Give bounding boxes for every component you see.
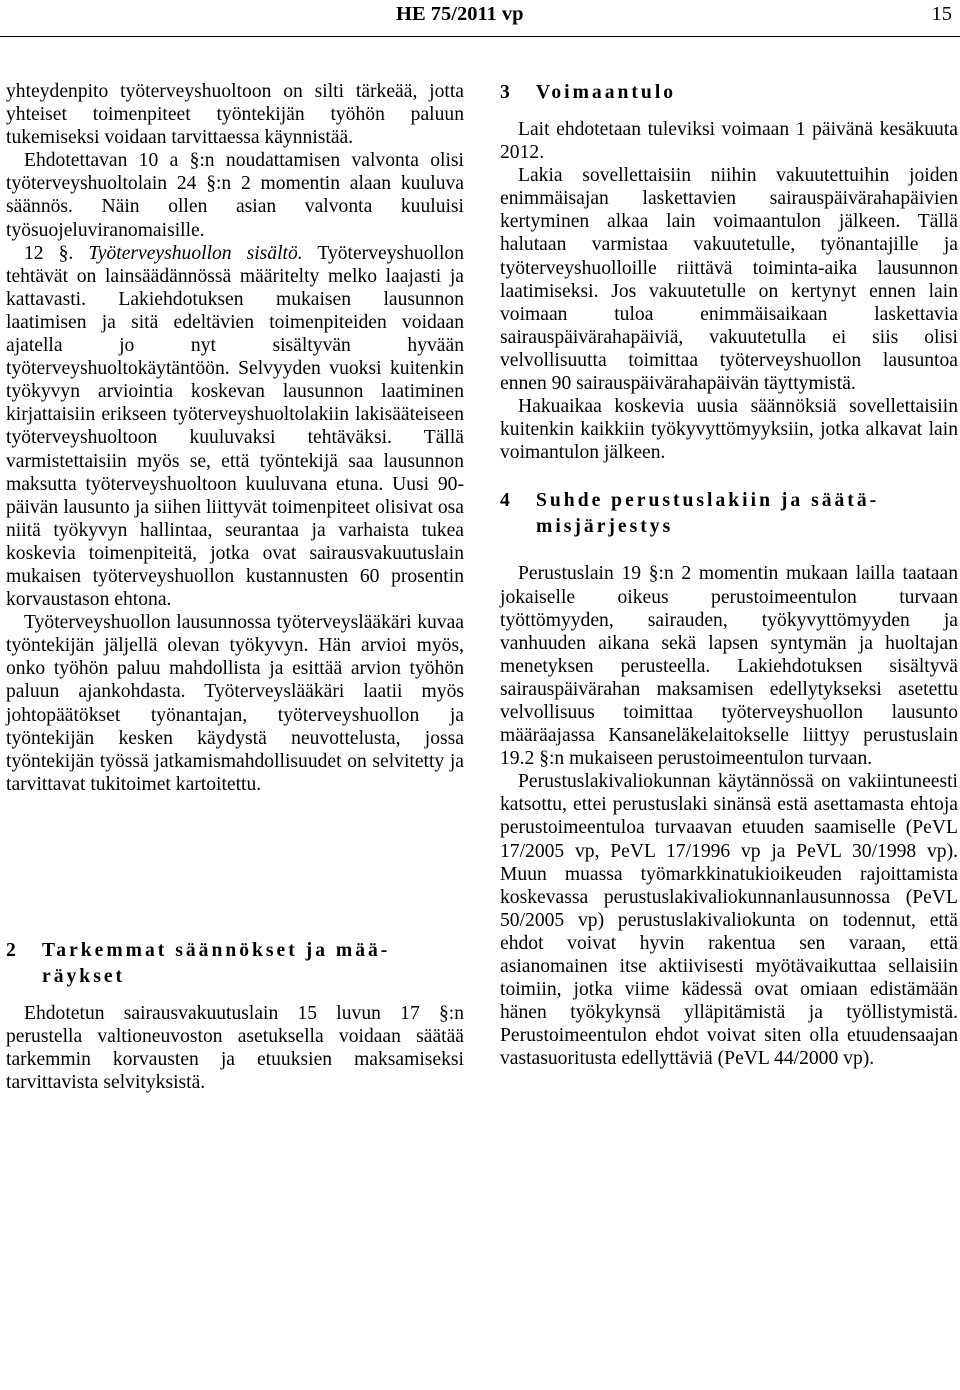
section-text: Työterveyshuollon tehtävät on lainsäädännössä määritelty melko laajasti ja kattavasti. Lakiehdotuksen mukaisen lausunnon laatimisen ja sitä edeltävien toimenpiteiden voidaan ajatella jo nyt sisältyvän hyvään työterveyshuoltokäytäntöön. Selvyyden vuoksi kuitenkin työkyvyn arviointia koskevan lausunnon laatiminen kirjattaisiin erikseen työterveyshuoltolakiin lakisääteiseen työterveyshuoltoon kuuluvaksi tehtäväksi. Tällä varmistettaisiin myös se, että työntekijä saa lausunnon maksutta työterveyshuoltoon kuuluvana etuna. Uusi 90-päivän lausunto ja siihen liittyvät toimenpiteet olisivat osa niitä työkyvyn hallintaa, seurantaa ja varhaista tukea koskevia toimenpiteitä, jotka ovat sairausvakuutuslain mukaisen työterveyshuollon kustannusten 60 prosentin korvaustason ehtona. [6, 242, 464, 611]
heading-2-number: 2 [6, 939, 16, 961]
paragraph-lausunto: Työterveyshuollon lausunnossa työterveyslääkäri kuvaa työntekijän jäljellä olevan työkyvyn. Hän arvioi myös, onko työhön paluu mahdollista ja esittää arvion työhön paluun ajankohdasta. Työterveyslääkäri laatii myös johtopäätökset työnantajan, työterveyshuollon ja työntekijän kesken käydystä neuvottelusta, jossa työntekijän työssä jatkamismahdollisuudet on selvitetty ja tarvittavat tukitoimet kartoitettu. [6, 612, 464, 795]
section-number: 12 §. [24, 242, 74, 264]
heading-4-title-line2: misjärjestys [536, 516, 674, 538]
heading-3-title: Voimaantulo [536, 82, 677, 103]
left-column [6, 80, 464, 1094]
heading-4-number: 4 [500, 490, 510, 512]
heading-4-title-line1: Suhde perustuslakiin ja säätä- [536, 490, 880, 512]
document-id: HE 75/2011 vp [396, 3, 524, 25]
right-column [500, 80, 958, 1070]
heading-3-number: 3 [500, 82, 510, 103]
paragraph-perustuslaki-19: Perustuslain 19 §:n 2 momentin mukaan lailla taataan jokaiselle oikeus perustoimeentulon turvaan työttömyyden, sairauden, työkyvyttömyyden ja vanhuuden aikana sekä lapsen syntymän ja huoltajan menetyksen perusteella. Lakiehdotuksen sisältyvä sairauspäivärahan maksamisen edellytykseksi asetettu velvollisuus toimittaa työterveyshuollon lausunto määräajassa Kansaneläkelaitokselle liittyy perustuslain 19.2 §:n mukaiseen perustoimeentulon turvaan. [500, 563, 958, 770]
heading-2 [6, 938, 464, 990]
heading-4 [500, 488, 958, 540]
paragraph-continuation: yhteydenpito työterveyshuoltoon on silti tärkeää, jotta yhteiset toimenpiteet työntekijän työhön paluun tukemiseksi voidaan tarvittaessa käynnistää. [6, 81, 464, 149]
paragraph-valvonta: Ehdotettavan 10 a §:n noudattamisen valvonta olisi työterveyshuoltolain 24 §:n 2 momentin alaan kuuluva säännös. Näin ollen asian valvonta kuuluisi työsuojeluviranomaisille. [6, 150, 464, 241]
paragraph-sovellettaisiin: Lakia sovellettaisiin niihin vakuutettuihin joiden enimmäisajan laskettavien sairauspäivärahapäivien kertyminen alkaa lain voimaantulon jälkeen. Tällä halutaan varmistaa vakuutetulle, työnantajille ja työterveyshuolloille riittävä toiminta-aika lausunnon laatimiseksi. Jos vakuutetulle on kertynyt ennen lain voimaan tuloa enimmäisaikaan laskettavia sairauspäivärahapäiviä, vakuutetulla ei siis olisi velvollisuutta toimittaa työterveyshuollon lausuntoa ennen 90 sairauspäivärahapäivän täyttymistä. [500, 165, 958, 395]
paragraph-hakuaika: Hakuaikaa koskevia uusia säännöksiä sovellettaisiin kuitenkin kaikkiin työkyvyttömyyksiin, jotka alkavat lain voimantulon jälkeen. [500, 396, 958, 464]
section-title: Työterveyshuollon sisältö. [88, 242, 303, 264]
heading-2-title-line1: Tarkemmat säännökset ja mää- [42, 939, 391, 961]
heading-3 [500, 80, 958, 106]
page-header [0, 0, 960, 37]
paragraph-section-12 [6, 242, 464, 612]
paragraph-asetus: Ehdotetun sairausvakuutuslain 15 luvun 17 §:n perustella valtioneuvoston asetuksella voidaan säätää tarkemmin korvausten ja etuuksien maksamiseksi tarvittavista selvityksistä. [6, 1002, 464, 1094]
heading-2-title-line2: räykset [42, 965, 126, 987]
paragraph-perustuslakivaliokunta: Perustuslakivaliokunnan käytännössä on vakiintuneesti katsottu, ettei perustuslaki sinänsä estä asettamasta ehtoja perustoimeentuloa turvaavan etuuden saamiselle (PeVL 17/2005 vp, PeVL 17/1996 vp ja PeVL 30/1998 vp). Muun muassa työmarkkinatukioikeuden rajoittamista koskevassa perustuslakivaliokunnanlausunnossa (PeVL 50/2005 vp) perustuslakivaliokunta on todennut, että ehdot voivat hyvin rakentua sen varaan, että asianomainen itse aktiivisesti myötävaikuttaa sellaisiin toimiin, jotka viime kädessä ovat omiaan edistämään hänen työkykynsä ylläpitämistä ja työllistymistä. Perustoimeentulon ehdot voivat siten olla etuudensaajan vastasuoritusta edellyttäviä (PeVL 44/2000 vp). [500, 771, 958, 1070]
page-number: 15 [931, 3, 952, 25]
paragraph-voimaan: Lait ehdotetaan tuleviksi voimaan 1 päivänä kesäkuuta 2012. [500, 119, 958, 164]
